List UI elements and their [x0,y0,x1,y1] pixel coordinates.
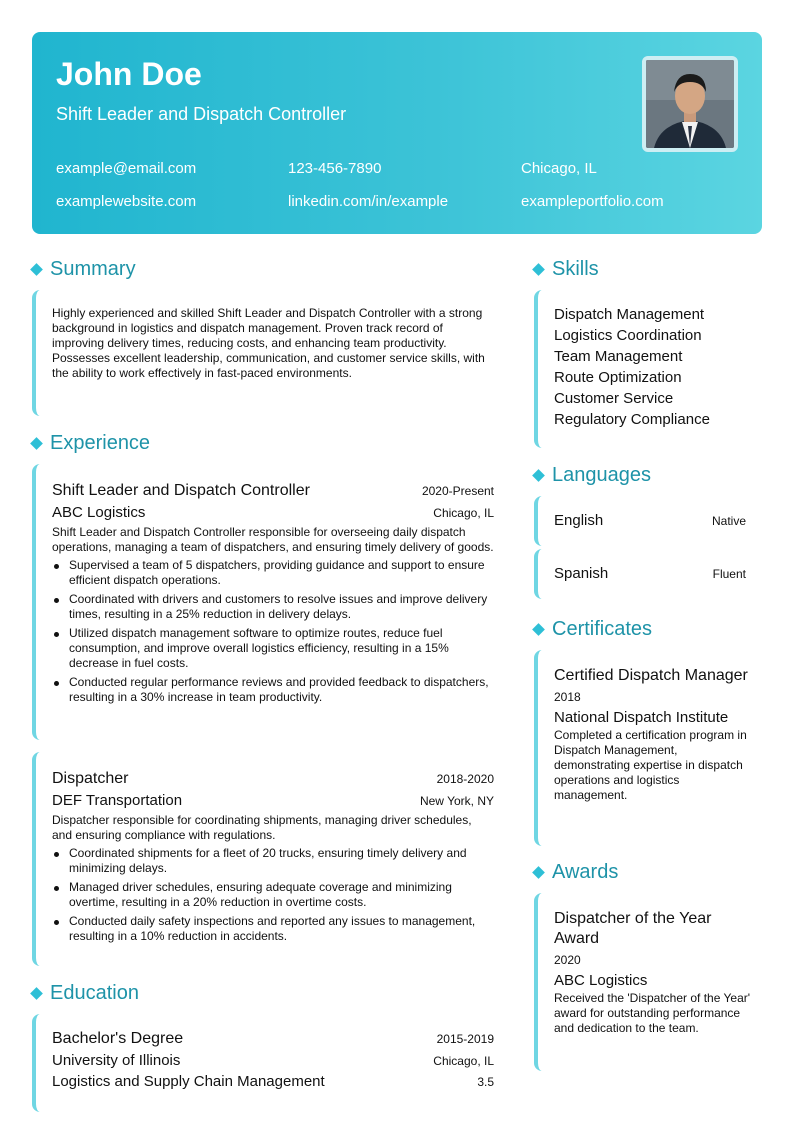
skill-item: Dispatch Management [554,306,705,323]
contact-portfolio[interactable]: exampleportfolio.com [521,193,664,210]
award-description: Received the 'Dispatcher of the Year' award for outstanding performance and dedication to the team. [554,991,751,1035]
education-dates: 2015-2019 [436,1032,494,1046]
award-name: Dispatcher of the Year Award [554,910,712,947]
certificate-year: 2018 [554,690,581,704]
experience-title-text: Experience [50,432,151,454]
language-name: Spanish [554,565,609,582]
job-location: Chicago, IL [433,506,494,520]
certificate-issuer: National Dispatch Institute [554,709,729,726]
summary-block [32,290,502,416]
education-field: Logistics and Supply Chain Management [52,1073,325,1090]
awards-title-text: Awards [552,861,619,883]
skill-item: Regulatory Compliance [554,411,710,428]
profile-photo-image [646,60,734,148]
job-dates: 2018-2020 [436,772,494,786]
contact-website[interactable]: examplewebsite.com [56,193,197,210]
language-level: Fluent [712,567,746,581]
diamond-bullet-icon [532,866,545,879]
education-block [32,1014,502,1112]
certificate-item [534,650,762,846]
contact-phone[interactable]: 123-456-7890 [288,160,382,177]
experience-item [32,464,502,740]
job-bullet: Utilized dispatch management software to optimize routes, reduce fuel consumption, and improve overall logistics efficiency, resulting in a 15% decrease in fuel costs. [52,626,494,671]
experience-item [32,752,502,966]
job-position: Dispatcher [52,770,129,787]
award-issuer: ABC Logistics [554,972,648,989]
language-item [534,549,762,599]
job-bullet: Coordinated with drivers and customers to resolve issues and improve delivery times, resulting in a 25% reduction in delivery delays. [52,592,494,622]
skills-title-text: Skills [552,258,599,280]
summary-text: Highly experienced and skilled Shift Leader and Dispatch Controller with a strong background in logistics and dispatch management. Proven track record of improving delivery times, reducing costs, and enhancing team productivity. Possesses excellent leadership, communication, and customer service skills, with the ability to work effectively in fast-paced environments. [52,306,485,380]
languages-section-title [532,464,651,487]
language-level: Native [711,514,746,528]
award-year: 2020 [554,953,581,967]
job-location: New York, NY [419,794,494,808]
resume-header [32,32,762,234]
job-bullet: Managed driver schedules, ensuring adequate coverage and minimizing overtime, resulting in a 20% reduction in overtime costs. [52,880,494,910]
experience-section-title [30,432,150,455]
job-description: Dispatcher responsible for coordinating shipments, managing driver schedules, and ensuring compliance with regulations. [52,813,472,842]
summary-section-title [30,258,136,281]
contact-email[interactable]: example@email.com [56,160,197,177]
job-dates: 2020-Present [421,484,494,498]
candidate-role: Shift Leader and Dispatch Controller [56,104,347,124]
job-position: Shift Leader and Dispatch Controller [52,482,310,499]
certificates-title-text: Certificates [552,618,653,640]
contact-linkedin[interactable]: linkedin.com/in/example [288,193,449,210]
job-company: DEF Transportation [52,792,183,809]
summary-title-text: Summary [50,258,136,280]
diamond-bullet-icon [30,437,43,450]
profile-photo [642,56,738,152]
job-bullet: Conducted daily safety inspections and reported any issues to management, resulting in a 10% reduction in accidents. [52,914,494,944]
job-description: Shift Leader and Dispatch Controller responsible for overseeing daily dispatch operations, managing a team of dispatchers, and ensuring timely delivery of goods. [52,525,494,554]
award-item [534,893,762,1071]
job-bullet: Conducted regular performance reviews and provided feedback to dispatchers, resulting in a 30% increase in team productivity. [52,675,494,705]
certificate-description: Completed a certification program in Dispatch Management, demonstrating expertise in dispatch operations and logistics management. [554,728,747,802]
language-name: English [554,512,604,529]
education-degree: Bachelor's Degree [52,1030,184,1047]
certificates-section-title [532,618,652,641]
education-section-title [30,982,139,1005]
contact-location: Chicago, IL [521,160,597,177]
skills-block [534,290,762,448]
skill-item: Route Optimization [554,369,682,386]
job-company: ABC Logistics [52,504,146,521]
diamond-bullet-icon [532,469,545,482]
diamond-bullet-icon [532,623,545,636]
certificate-name: Certified Dispatch Manager [554,667,748,684]
job-bullets [52,846,494,944]
diamond-bullet-icon [532,263,545,276]
skills-section-title [532,258,599,281]
languages-title-text: Languages [552,464,651,486]
job-bullet: Coordinated shipments for a fleet of 20 trucks, ensuring timely delivery and minimizing delays. [52,846,494,876]
diamond-bullet-icon [30,263,43,276]
diamond-bullet-icon [30,987,43,1000]
education-title-text: Education [50,982,139,1004]
education-location: Chicago, IL [433,1054,494,1068]
awards-section-title [532,861,618,884]
skill-item: Customer Service [554,390,674,407]
skill-item: Logistics Coordination [554,327,702,344]
skill-item: Team Management [554,348,683,365]
language-item [534,496,762,546]
job-bullet: Supervised a team of 5 dispatchers, providing guidance and support to ensure efficient dispatch operations. [52,558,494,588]
job-bullets [52,558,494,705]
education-school: University of Illinois [52,1052,181,1069]
education-gpa: 3.5 [477,1075,494,1089]
candidate-name: John Doe [56,56,202,92]
